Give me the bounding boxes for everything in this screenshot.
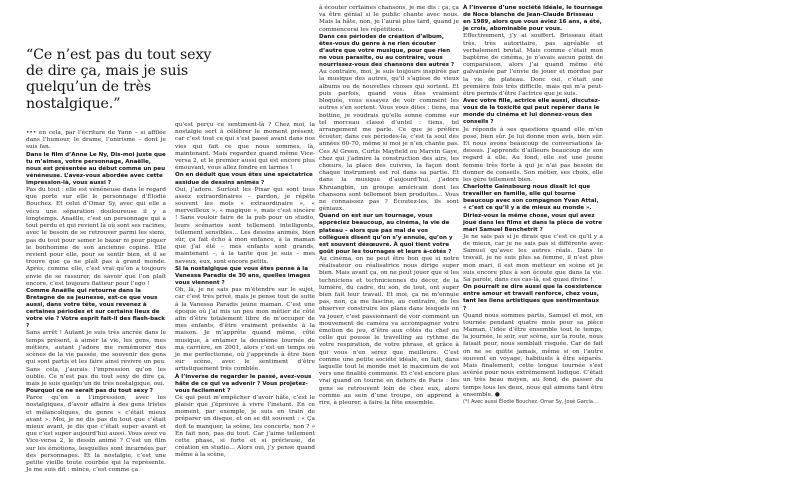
interview-answer: Oui, j’adore. Surtout les Pixar qui sont tous assez extraordinaires – pardon, je répète souvent les mots « extraordinaire », « merveilleux », « magique », mais c’est sincère ! Sans vouloir faire de la pub pour un studio, leurs scénarios sont tellement intelligents, tellement sensibles… Les dessins animés, bien sûr, ça fait écho à mon enfance, à la maman que j’ai été – mes enfants sont grands, maintenant –, à la tante que je suis – mes neveux, eux, sont encore petits. xyxy=(175,186,315,265)
interview-answer: Parce qu’on a l’impression, avec les nostalgiques, d’avoir affaire à des gens tristes et mélancoliques, du genre « c’était mieux avant ». Moi, je ne dis pas du tout que c’était mieux avant, je dis que c’était super avant et que c’est super aujourd’hui aussi. Vous avez vu Vice-versa 2, le dessin animé ? C’est un film sur les émotions, lesquelles sont incarnées par des personnages. Et la nostalgie, c’est une petite vieille toute courbée qui la représente. Je me suis dit : mince, c’est comme ça xyxy=(26,395,166,474)
pull-quote: “Ce n’est pas du tout sexy de dire ça, mais je suis quelqu’un de très nostalgique.” xyxy=(26,47,212,112)
interview-question: Si la nostalgique que vous êtes pense à la Vanessa Paradis de 30 ans, quelles images vous viennent ? xyxy=(175,265,311,287)
interview-question: Comme Anaëlle qui retourne dans la Bretagne de sa jeunesse, est-ce que vous aussi, dans votre tête, vous revenez à certaines périodes et sur certains lieux de votre vie ? Votre esprit fait-il des flash-back ? xyxy=(26,287,165,330)
interview-question: Quand on est sur un tournage, vous appréciez beaucoup, au cinéma, la vie de plateau – alors que pas mal de vos collègues disent qu’on s’y ennuie, qu’on y est souvent désœuvré. À quoi tient votre goût pour les tournages et leurs à-côtés ? xyxy=(319,213,453,255)
interview-answer: Oh, là, je ne sais pas m’étendre sur le sujet, car c’est très privé, mais je pense tout de suite à la Vanessa Paradis jeune maman. C’est une époque où j’ai mis un peu mon métier de côté afin d’être totalement libre de m’occuper de mes enfants, d’être vraiment présente à la maison. Je m’apprête quand même, côté musique, à entamer la deuxième tournée de ma carrière, en 2001, alors c’est un temps où je me perfectionne, où j’apprends à être bien sur scène, avec le sentiment d’être artistiquement très comblée. xyxy=(175,287,315,373)
interview-answer: Ce qui peut m’empêcher d’avoir hâte, c’est le plaisir que j’éprouve à vivre l’instant. En ce moment, par exemple, je suis en train de préparer un disque, et on se dit souvent : « Ça doit te manquer, la scène, les concerts, non ? » En fait non, pas du tout. Car j’aime tellement cette phase, si forte et si précieuse, de création en studio… Alors oui, j’y pense quand même à la scène, xyxy=(175,394,315,459)
article-column-4 xyxy=(463,5,603,405)
interview-question: Pourquoi ce ne serait pas du tout sexy ? xyxy=(26,388,154,395)
interview-answer: Au contraire, moi, je suis toujours inspirée par la musique des autres, qu’il s’agisse de vieux albums ou de nouvelles choses qui sortent. Et puis parfois, quand vous êtes vraiment bloquée, vous essayez de voir comment les autres s’en sortent. Vous vous dites : tiens, ma bottine, je voudrais qu’elle sonne comme sur tel morceau classé d’untel : tiens, tel arrangement me parle. Ce que je préfère écouter, dans ces périodes-là, c’est la soul des années 60-70, même si moi je n’en chante pas. Ces Al Green, Curtis Mayfield ou Marvin Gaye, chez qui j’admire la construction des airs, les chœurs, la place des cuivres, la façon dont chaque instrument est roi dans sa partie. Et dans la musique d’aujourd’hui, j’adore Khruangbin, un groupe américain dont les chansons sont tellement bien produites… Vous ne connaissez pas ? Écoutez-les, ils sont géniaux. xyxy=(319,69,459,213)
interview-answer: Au cinéma, on ne peut être bon que si notre réalisateur ou réalisatrice nous dirige super bien. Mais avant ça, on ne peut jouer que si les techniciens et techniciennes du décor, de la lumière, du cadre, du son, de tout, ont super bien fait leur travail. Et moi, ça ne m’ennuie pas, non, ça me fascine, au contraire, de les observer construire les plans dans lesquels on va jouer, c’est passionnant de voir comment un mouvement de caméra va accompagner votre émotion de jeu, d’être aux côtés du chef ou celle qui pousse le travelling au rythme de votre respiration, de votre phrase, et grâce à qui vous n’en serez que meilleure. C’est comme une petite société idéale, en fait, dans laquelle tout le monde met le maximum de soi vers une finalité commune. Et c’est encore plus vrai quand on tourne en dehors de Paris : les gens se retrouvent loin de chez eux, alors comme au sein d’une troupe, on apprend à rire, à pleurer, à faire la fête ensemble. xyxy=(319,255,460,406)
interview-answer: Quand nous sommes partis, Samuel et moi, en tournée pendant quatre mois pour sa pièce Maman, l’idée d’être ensemble tout le temps, la journée, le soir, sur scène, sur la route, nous faisait peur, nous semblait risquée. Car de fait on ne se quitte jamais, même si on l’autre souvent en voyage, habituels à être séparés. Mais finalement, cette longue tournée s’est avérée pour nous extrêmement ludique. C’était un très beau moyen, au fond, de passer du temps tous les deux, nous qui aimons tant être ensemble. ● xyxy=(463,312,603,398)
interview-question: Dans le film d’Anne Le Ny, Dis-moi juste que tu m’aimes, votre personnage, Anaëlle, nous est présentée au début comme un peu vénéneuse. L’avez-vous abordée avec cette impression-là, vous aussi ? xyxy=(26,151,166,186)
interview-question: Avec votre fille, actrice elle aussi, discutez-vous de la toxicité qui peut repérer dans le monde du cinéma et lui donnez-vous des conseils ? xyxy=(463,98,601,126)
interview-question: Charlotte Gainsbourg nous disait ici que travailler en famille, elle qui tourne beaucoup avec son compagnon Yvan Attal, « c’est ce qu’il y a de mieux au monde ». Diriez-vous la même chose, vous qui avez joué dans les films et dans la pièce de votre mari Samuel Benchetrit ? xyxy=(463,184,603,233)
interview-question: Dans ces périodes de création d’album, êtes-vous du genre à ne rien écouter d’autre que votre musique, pour que rien ne vous parasite, ou au contraire, vous nourrissez-vous des chansons des autres ? xyxy=(319,33,455,69)
interview-question: À l’inverse d’une société idéale, le tournage de Noce blanche de Jean-Claude Brisseau en 1989, alors que vous aviez 16 ans, a été, je crois, abominable pour vous. xyxy=(463,5,603,33)
interview-answer: Je réponds à ses questions quand elle m’en pose, bien sûr. Je lui donne mon avis, bien sûr. Et nous avons beaucoup de conversations là-dessus. J’apprends d’ailleurs beaucoup de son regard à elle. Au fond, elle est une jeune femme très forte à qui je n’ai pas besoin de donner de conseils. Son métier, ses choix, elle les gère tellement bien. xyxy=(463,126,603,183)
interview-answer: ••• en cela, par l’écriture de Yann – si affilée dans l’humour, le drame, l’onirisme – dont je suis fan. xyxy=(26,130,166,151)
interview-answer: qu’est perçu ce sentiment-là ? Chez moi, la nostalgie sert à célébrer le moment présent, car c’est tout ce qui s’est passé avant dans nos vies qui fait ce que nous sommes, là, maintenant. Mais regardez quand même Vice-versa 2, et le premier aussi qui est encore plus émouvant, vous allez fondre en larmes ! xyxy=(175,122,315,172)
interview-question: À l’inverse de regarder le passé, avez-vous hâte de ce qui va advenir ? Vous projetez-vous facilement ? xyxy=(175,373,312,394)
interview-answer: Pas du tout : elle est vénéneuse dans le regard que porte sur elle le personnage d’Élodie Bouchez. Et celui d’Omar Sy, avec qui elle a vécu une séparation douloureuse il y a longtemps. Anaëlle, c’est un personnage qui a tout perdu et qui revient là où sont ses racines, avec le besoin de se retrouver parmi les siens, pas du tout pour semer le bazar ni pour piquer le bonhomme de son ancienne copine. Elle revient pour elle, pour se sentir bien, et il se trouve que ça ne plaît pas à grand monde. Après, comme elle, c’est vrai qu’on a toujours envie de se rassurer, de savoir que l’on plaît encore, c’est toujours flatteur pour l’ego ! xyxy=(26,187,166,287)
interview-question: On pourrait se dire aussi que la coexistence entre amour et travail renforce, chez vous, tant les liens artistiques que sentimentaux ? xyxy=(463,284,602,312)
footnote: (*) Avec aussi Élodie Bouchez, Omar Sy, José Garcia… xyxy=(463,399,598,406)
article-column-2 xyxy=(175,122,315,460)
interview-answer: Je ne sais pas si je dirais que c’est ce qu’il y a de mieux, car je ne sais pas si différente avec Samuel qu’avec les autres réals. Dans le travail, je ne suis plus sa femme, il n’est plus mon mari, il est mon metteur en scène et je suis encore plus à son écoute que dans la vie. Sa parole, dans ces cas-là, est quasi divine ! xyxy=(463,233,603,284)
article-column-1 xyxy=(26,130,166,474)
interview-answer: à écouter certaines chansons, je me dis : ça, ça va être génial si le public chante avec nous. Mais la hâte, non, je l’aurai plus tard, quand je commencerai les répétitions. xyxy=(319,5,459,33)
interview-answer: Sans arrêt ! Autant je suis très ancrée dans le temps présent, à aimer la vie, les gens, mes métiers, autant j’adore me remémorer des scènes de la vie passée, me souvenir des gens qui sont partis et les faire ainsi revivre un peu. Sans cela, j’aurais l’impression qu’on les oublie. Ce n’est pas du tout sexy de dire ça, mais je suis quelqu’un de très nostalgique, oui. xyxy=(26,330,166,387)
article-column-3 xyxy=(319,5,459,407)
interview-answer: Effectivement, j’y ai souffert. Brisseau était très, très autoritaire, pas agréable et verbalement brutal. Mais comme c’était mon baptême de cinéma, je n’avais aucun point de comparaison, alors j’ai quand même été galvanisée par l’envie de jouer et mordue par la vie de plateau. Donc oui, c’était une première fois très difficile, mais qui m’a peut-être permis d’être l’actrice que je suis. xyxy=(463,33,603,97)
interview-question: On en déduit que vous êtes une spectatrice assidue de dessins animés ? xyxy=(175,172,313,186)
